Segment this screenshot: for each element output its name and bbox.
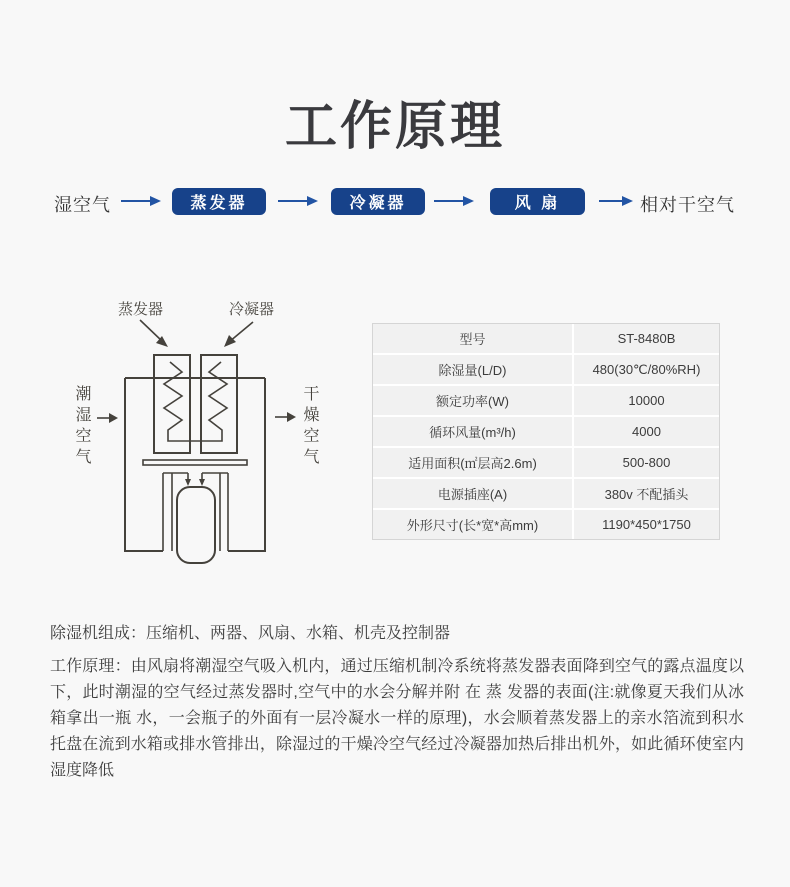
spec-label-air-circulation: 循环风量(m³/h)	[373, 417, 572, 446]
dehumidifier-schematic	[60, 290, 340, 590]
spec-value-dimensions: 1190*450*1750	[574, 510, 719, 539]
spec-label-model: 型号	[373, 324, 572, 353]
spec-value-dehumidifying-capacity: 480(30℃/80%RH)	[574, 355, 719, 384]
flow-end-label: 相对干空气	[640, 195, 735, 215]
composition-text: 除湿机组成：压缩机、两器、风扇、水箱、机壳及控制器	[50, 625, 451, 642]
spec-value-air-circulation: 4000	[574, 417, 719, 446]
page-title: 工作原理	[284, 98, 505, 156]
right-arrow-icon	[598, 195, 634, 207]
spec-value-applicable-area: 500-800	[574, 448, 719, 477]
right-arrow-icon	[433, 195, 475, 207]
dry-air-outlet-label: 干燥空气	[301, 385, 318, 469]
spec-value-model: ST-8480B	[574, 324, 719, 353]
spec-value-rated-power: 10000	[574, 386, 719, 415]
flow-step-evaporator: 蒸发器	[172, 188, 266, 215]
spec-table	[372, 323, 720, 540]
spec-value-power-socket: 380v 不配插头	[574, 479, 719, 508]
spec-label-dehumidifying-capacity: 除湿量(L/D)	[373, 355, 572, 384]
flow-step-fan: 风 扇	[490, 188, 585, 215]
principle-text: 工作原理：由风扇将潮湿空气吸入机内，通过压缩机制冷系统将蒸发器表面降到空气的露点温度以下，此时潮湿的空气经过蒸发器时,空气中的水会分解并附 在 蒸 发器的表面(注:就像夏天我们从冰箱拿出一瓶 水，一会瓶子的外面有一层冷凝水一样的原理)，水会顺着蒸发器上的亲水箔流到积水托盘在流到水箱或排水管排出，除湿过的干燥冷空气经过冷凝器加热后排出机外，如此循环使室内湿度降低	[50, 658, 744, 779]
flow-start-label: 湿空气	[54, 195, 111, 215]
right-arrow-icon	[120, 195, 162, 207]
humid-air-inlet-label: 潮湿空气	[73, 385, 90, 469]
spec-label-power-socket: 电源插座(A)	[373, 479, 572, 508]
flow-step-condenser: 冷凝器	[331, 188, 425, 215]
schematic-line-art	[60, 290, 340, 590]
spec-label-dimensions: 外形尺寸(长*宽*高mm)	[373, 510, 572, 539]
evaporator-label: 蒸发器	[118, 301, 164, 318]
right-arrow-icon	[277, 195, 319, 207]
spec-label-applicable-area: 适用面积(㎡层高2.6m)	[373, 448, 572, 477]
spec-label-rated-power: 额定功率(W)	[373, 386, 572, 415]
condenser-label: 冷凝器	[229, 301, 275, 318]
